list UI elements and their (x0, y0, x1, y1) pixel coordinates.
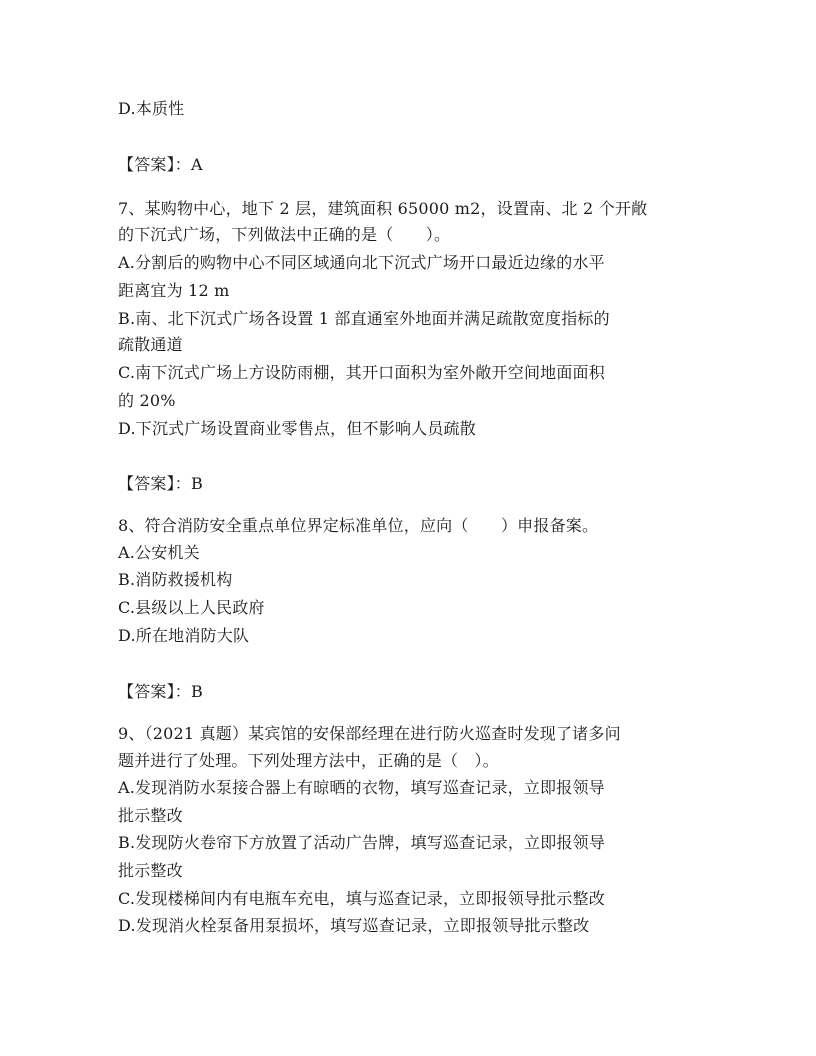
answer-line: 【答案】：A (118, 155, 203, 174)
question-9-option-a-line-1: A.发现消防水泵接合器上有晾晒的衣物，填写巡查记录，立即报领导 (118, 778, 605, 797)
question-8-option-d: D.所在地消防大队 (118, 626, 250, 645)
question-8-option-b: B.消防救援机构 (118, 570, 233, 589)
question-8-option-c: C.县级以上人民政府 (118, 598, 265, 617)
question-8-answer: 【答案】：B (118, 682, 203, 701)
question-7-option-c-line-1: C.南下沉式广场上方设防雨棚，其开口面积为室外敞开空间地面面积 (118, 363, 605, 382)
question-9-stem-line-1: 9、（2021 真题）某宾馆的安保部经理在进行防火巡查时发现了诸多问 (118, 724, 621, 743)
question-7-option-a-line-2: 距离宜为 12 m (118, 281, 230, 300)
question-7-option-c-line-2: 的 20% (118, 391, 176, 410)
question-9-option-b-line-2: 批示整改 (118, 861, 183, 880)
option-d-text: D.本质性 (118, 99, 185, 118)
question-7-option-b-line-2: 疏散通道 (118, 335, 183, 354)
question-9-option-b-line-1: B.发现防火卷帘下方放置了活动广告牌，填写巡查记录，立即报领导 (118, 833, 606, 852)
question-9-option-a-line-2: 批示整改 (118, 806, 183, 825)
question-9-option-c: C.发现楼梯间内有电瓶车充电，填与巡查记录，立即报领导批示整改 (118, 889, 605, 908)
question-9-stem-line-2: 题并进行了处理。下列处理方法中，正确的是（ ）。 (118, 751, 499, 770)
question-7-option-a-line-1: A.分割后的购物中心不同区域通向北下沉式广场开口最近边缘的水平 (118, 253, 605, 272)
question-7-stem-line-1: 7、某购物中心，地下 2 层，建筑面积 65000 m2，设置南、北 2 个开敞 (118, 199, 648, 218)
question-8-option-a: A.公安机关 (118, 543, 200, 562)
question-8-stem: 8、符合消防安全重点单位界定标准单位，应向（ ）申报备案。 (118, 516, 599, 535)
question-7-option-d: D.下沉式广场设置商业零售点，但不影响人员疏散 (118, 419, 476, 438)
question-9-option-d: D.发现消火栓泵备用泵损坏，填写巡查记录，立即报领导批示整改 (118, 916, 590, 935)
question-7-answer: 【答案】：B (118, 474, 203, 493)
question-7-option-b-line-1: B.南、北下沉式广场各设置 1 部直通室外地面并满足疏散宽度指标的 (118, 309, 610, 328)
question-7-stem-line-2: 的下沉式广场，下列做法中正确的是（ ）。 (118, 225, 451, 244)
